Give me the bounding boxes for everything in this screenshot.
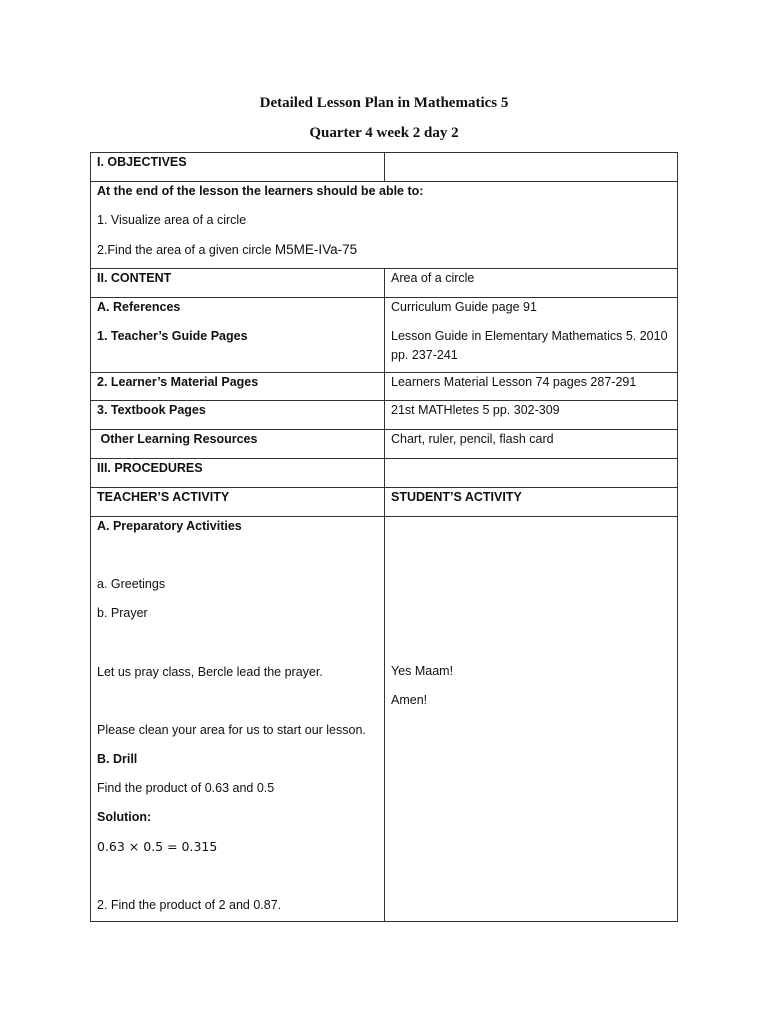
document-subtitle: Quarter 4 week 2 day 2 bbox=[309, 125, 459, 141]
table-cell bbox=[385, 488, 678, 517]
table-cell bbox=[385, 153, 678, 182]
procedures-heading: III. PROCEDURES bbox=[97, 461, 203, 475]
table-row bbox=[91, 153, 678, 182]
table-cell bbox=[385, 517, 678, 922]
greetings: a. Greetings bbox=[97, 577, 166, 591]
teacher-activity-header: TEACHER’S ACTIVITY bbox=[97, 490, 230, 504]
references-value: Curriculum Guide page 91 bbox=[391, 300, 537, 314]
drill-heading: B. Drill bbox=[97, 752, 138, 766]
prayer: b. Prayer bbox=[97, 606, 148, 620]
pray-instruction: Let us pray class, Bercle lead the prayer. bbox=[97, 665, 323, 679]
drill-question-1: Find the product of 0.63 and 0.5 bbox=[97, 781, 275, 795]
other-resources-label: Other Learning Resources bbox=[97, 432, 258, 446]
table-cell bbox=[385, 430, 678, 459]
content-heading: II. CONTENT bbox=[97, 271, 172, 285]
student-activity-header: STUDENT’S ACTIVITY bbox=[391, 490, 522, 504]
textbook-value: 21st MATHletes 5 pp. 302-309 bbox=[391, 403, 560, 417]
table-row bbox=[91, 488, 678, 517]
table-row bbox=[91, 182, 678, 269]
references-label: A. References bbox=[97, 300, 181, 314]
student-response-1: Yes Maam! bbox=[391, 664, 454, 678]
table-row bbox=[91, 298, 678, 373]
table-cell bbox=[91, 430, 385, 459]
table-cell bbox=[91, 269, 385, 298]
objectives-heading: I. OBJECTIVES bbox=[97, 155, 187, 169]
objective-item-2-text: 2.Find the area of a given circle bbox=[97, 243, 275, 257]
table-cell bbox=[91, 517, 385, 922]
lesson-plan-table bbox=[90, 152, 678, 922]
solution-label: Solution: bbox=[97, 810, 152, 824]
student-response-2: Amen! bbox=[391, 693, 428, 707]
objectives-intro: At the end of the lesson the learners should be able to: bbox=[97, 184, 424, 198]
preparatory-activities: A. Preparatory Activities bbox=[97, 519, 242, 533]
table-row bbox=[91, 459, 678, 488]
table-cell bbox=[91, 182, 678, 269]
table-row bbox=[91, 517, 678, 922]
solution-equation: 0.63 × 0.5 = 0.315 bbox=[97, 839, 218, 854]
table-cell bbox=[385, 298, 678, 373]
table-row bbox=[91, 401, 678, 430]
document-title: Detailed Lesson Plan in Mathematics 5 bbox=[259, 95, 509, 111]
table-cell bbox=[91, 401, 385, 430]
table-cell bbox=[91, 153, 385, 182]
objective-item-2 bbox=[97, 242, 671, 258]
table-cell bbox=[91, 459, 385, 488]
table-row bbox=[91, 269, 678, 298]
objective-item-1: 1. Visualize area of a circle bbox=[97, 213, 247, 227]
drill-question-2: 2. Find the product of 2 and 0.87. bbox=[97, 898, 282, 912]
textbook-label: 3. Textbook Pages bbox=[97, 403, 206, 417]
other-resources-value: Chart, ruler, pencil, flash card bbox=[391, 432, 554, 446]
teachers-guide-pages: pp. 237-241 bbox=[391, 348, 458, 362]
teachers-guide-value: Lesson Guide in Elementary Mathematics 5. 2010 bbox=[391, 329, 668, 343]
content-value: Area of a circle bbox=[391, 271, 475, 285]
table-cell bbox=[385, 373, 678, 401]
table-row bbox=[91, 430, 678, 459]
learners-material-value: Learners Material Lesson 74 pages 287-291 bbox=[391, 375, 637, 389]
table-cell bbox=[91, 298, 385, 373]
competency-code: M5ME-IVa-75 bbox=[274, 242, 358, 257]
table-cell bbox=[385, 401, 678, 430]
table-cell bbox=[385, 459, 678, 488]
clean-instruction: Please clean your area for us to start our lesson. bbox=[97, 723, 366, 737]
table-cell bbox=[385, 269, 678, 298]
teachers-guide-label: 1. Teacher’s Guide Pages bbox=[97, 329, 248, 343]
table-cell bbox=[91, 373, 385, 401]
table-cell bbox=[91, 488, 385, 517]
learners-material-label: 2. Learner’s Material Pages bbox=[97, 375, 259, 389]
table-row bbox=[91, 373, 678, 401]
